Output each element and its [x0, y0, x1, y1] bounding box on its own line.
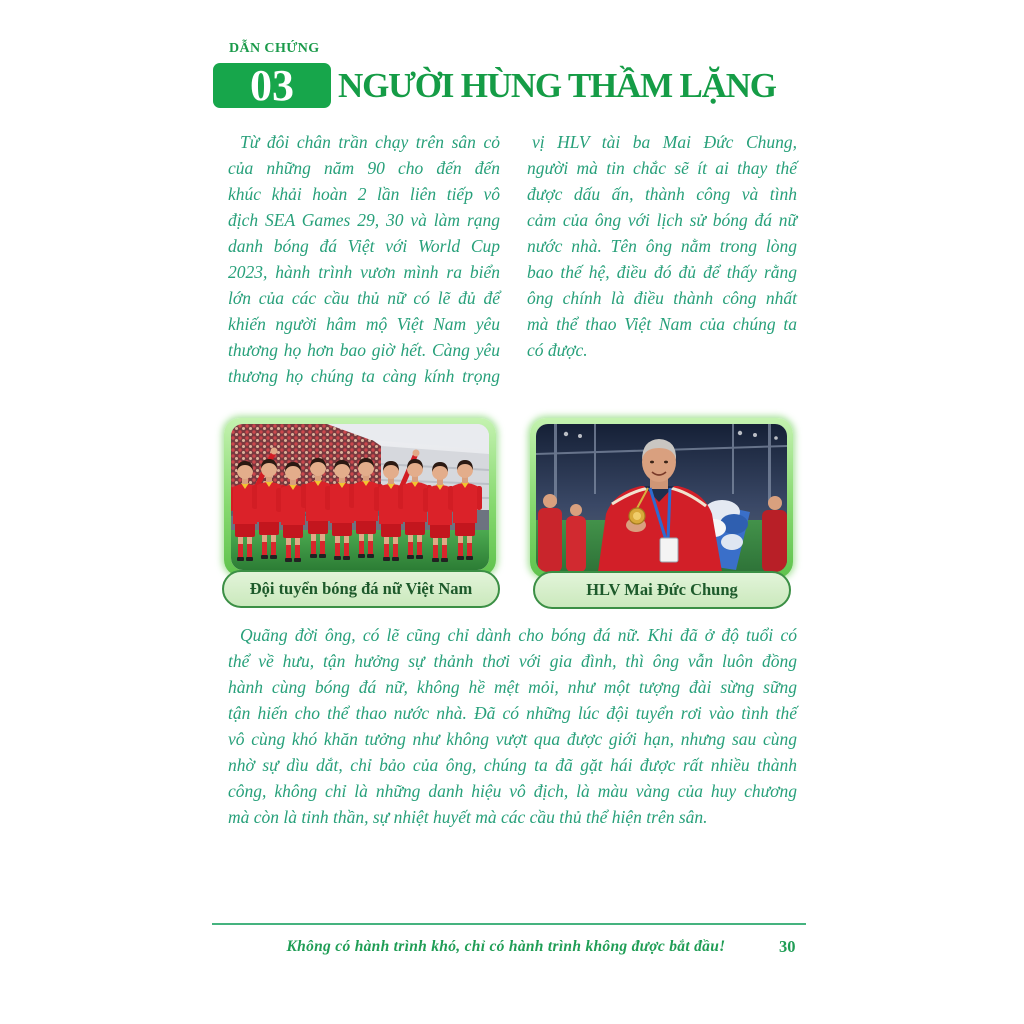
text-line: nước nhà. Tên ông nằm trong lòng: [527, 236, 797, 256]
text-line: tận hiến cho thể thao nước nhà. Đã có những lúc đội tuyển rơi vào tình thế: [228, 703, 797, 723]
text-line: bao thế hệ, điều đó đủ để thấy rằng: [527, 262, 797, 282]
chapter-number: 03: [250, 61, 294, 110]
text-line: Từ đôi chân trần chạy trên sân cỏ: [240, 132, 500, 152]
text-line: công, không chỉ là những danh hiệu vô địch, là màu vàng của huy chương: [228, 781, 797, 801]
team-photo: [231, 424, 489, 570]
intro-left-column: [228, 129, 500, 389]
coach-photo-caption: HLV Mai Đức Chung: [533, 571, 791, 609]
team-photo-caption: Đội tuyển bóng đá nữ Việt Nam: [222, 570, 500, 608]
text-line: thể về hưu, tận hưởng sự thảnh thơi với gia đình, thì ông vẫn luôn đồng: [228, 651, 797, 671]
text-line: mà còn là tinh thần, sự nhiệt huyết mà các cầu thủ thể hiện trên sân.: [228, 807, 708, 827]
text-line: vị HLV tài ba Mai Đức Chung,: [532, 132, 797, 152]
coach-photo-frame: [530, 418, 793, 578]
coach-photo: [536, 424, 787, 572]
text-line: mà thể thao Việt Nam của chúng ta: [527, 314, 797, 334]
section-label: DẪN CHỨNG: [229, 41, 320, 56]
text-line: hành cùng bóng đá nữ, không hề mệt mỏi, như một tượng đài sừng sững: [228, 677, 797, 697]
text-line: nhờ sự dìu dắt, chỉ bảo của ông, chúng ta đã gặt hái được rất nhiều thành: [228, 755, 797, 775]
accreditation-card: [660, 538, 678, 562]
text-line: được dấu ấn, thành công và tình: [527, 184, 797, 204]
text-line: danh bóng đá Việt với World Cup: [228, 236, 500, 256]
text-line: địch SEA Games 29, 30 và làm rạng: [228, 210, 500, 230]
body-paragraph: [228, 622, 797, 830]
text-line: cảm của ông với lịch sử bóng đá nữ: [527, 210, 797, 230]
text-line: của những năm 90 cho đến đến: [228, 158, 500, 178]
chapter-number-badge: [213, 63, 331, 108]
chapter-title: NGƯỜI HÙNG THẦM LẶNG: [338, 66, 776, 105]
text-line: ông chính là điều thành công nhất: [527, 288, 797, 308]
text-line: lớn của các cầu thủ nữ có lẽ đủ để: [228, 288, 500, 308]
text-line: khúc khải hoàn 2 lần liên tiếp vô: [228, 184, 500, 204]
text-line: người mà tin chắc sẽ ít ai thay thế: [527, 158, 797, 178]
text-line: khiến người hâm mộ Việt Nam yêu: [228, 314, 500, 334]
text-line: thương họ hơn bao giờ hết. Càng yêu: [228, 340, 500, 360]
team-photo-frame: [224, 418, 496, 576]
footer-quote: Không có hành trình khó, chỉ có hành trình không được bắt đầu!: [286, 938, 726, 955]
coach-photo-illustration: [536, 424, 787, 572]
team-photo-illustration: [231, 424, 489, 570]
page-number: 30: [779, 937, 796, 956]
text-line: vô cùng khó khăn tưởng như không vượt qua được giới hạn, nhưng sau cùng: [228, 729, 797, 749]
text-line: 2023, hành trình vươn mình ra biển: [228, 262, 500, 282]
text-line: có được.: [527, 340, 588, 360]
intro-right-column: [527, 129, 797, 363]
text-line: Quãng đời ông, có lẽ cũng chỉ dành cho bóng đá nữ. Khi đã ở độ tuổi có: [240, 625, 797, 645]
text-line: thương họ chúng ta càng kính trọng: [228, 366, 500, 386]
footer-divider: [212, 923, 806, 925]
